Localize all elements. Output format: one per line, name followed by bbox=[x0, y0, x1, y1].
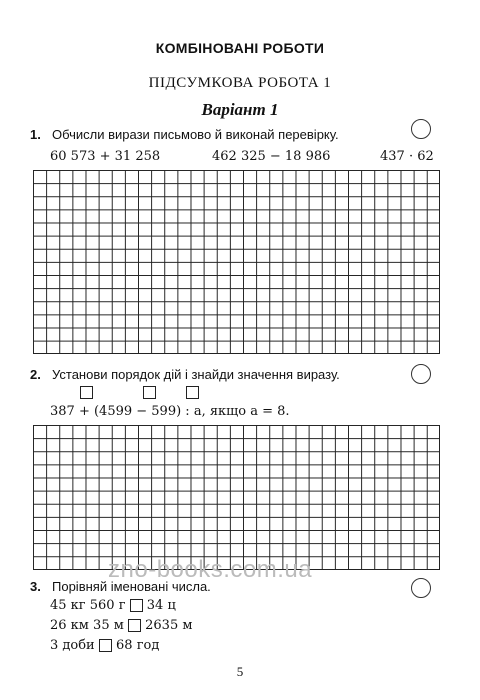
order-box-2[interactable] bbox=[143, 386, 156, 399]
comparison-box[interactable] bbox=[128, 619, 141, 632]
task-1-expression-3: 437 · 62 bbox=[380, 149, 434, 164]
score-circle-icon bbox=[411, 364, 431, 384]
section-title: КОМБІНОВАНІ РОБОТИ bbox=[155, 40, 325, 56]
task-2-text: Установи порядок дій і знайди значення виразу. bbox=[52, 367, 340, 382]
comparison-left: 45 кг 560 г bbox=[50, 598, 126, 613]
variant-title: Варіант 1 bbox=[201, 100, 279, 119]
comparison-row bbox=[50, 618, 192, 633]
task-1-expression-2: 462 325 − 18 986 bbox=[212, 149, 331, 164]
score-circle-icon bbox=[411, 578, 431, 598]
comparison-right: 68 год bbox=[116, 638, 160, 653]
comparison-left: 3 доби bbox=[50, 638, 95, 653]
comparison-right: 34 ц bbox=[146, 598, 176, 613]
task-2-answer-grid[interactable] bbox=[33, 425, 440, 570]
comparison-left: 26 км 35 м bbox=[50, 618, 124, 633]
page-number: 5 bbox=[236, 664, 244, 679]
task-2-expression: 387 + (4599 − 599) : a, якщо a = 8. bbox=[50, 404, 290, 419]
watermark: zno-books.com.ua bbox=[108, 556, 313, 583]
order-box-1[interactable] bbox=[80, 386, 93, 399]
task-3-text: Порівняй іменовані числа. bbox=[52, 579, 211, 594]
comparison-box[interactable] bbox=[99, 639, 112, 652]
comparison-row bbox=[50, 638, 159, 653]
comparison-right: 2635 м bbox=[145, 618, 193, 633]
task-3-number: 3. bbox=[30, 579, 41, 594]
task-2-number: 2. bbox=[30, 367, 41, 382]
work-title: ПІДСУМКОВА РОБОТА 1 bbox=[148, 75, 332, 91]
task-1-number: 1. bbox=[30, 127, 41, 142]
order-box-3[interactable] bbox=[186, 386, 199, 399]
task-1-expression-1: 60 573 + 31 258 bbox=[50, 149, 161, 164]
task-1-text: Обчисли вирази письмово й виконай перевірку. bbox=[52, 127, 339, 142]
comparison-box[interactable] bbox=[130, 599, 143, 612]
comparison-row bbox=[50, 598, 176, 613]
score-circle-icon bbox=[411, 119, 431, 139]
task-1-answer-grid[interactable] bbox=[33, 170, 440, 354]
